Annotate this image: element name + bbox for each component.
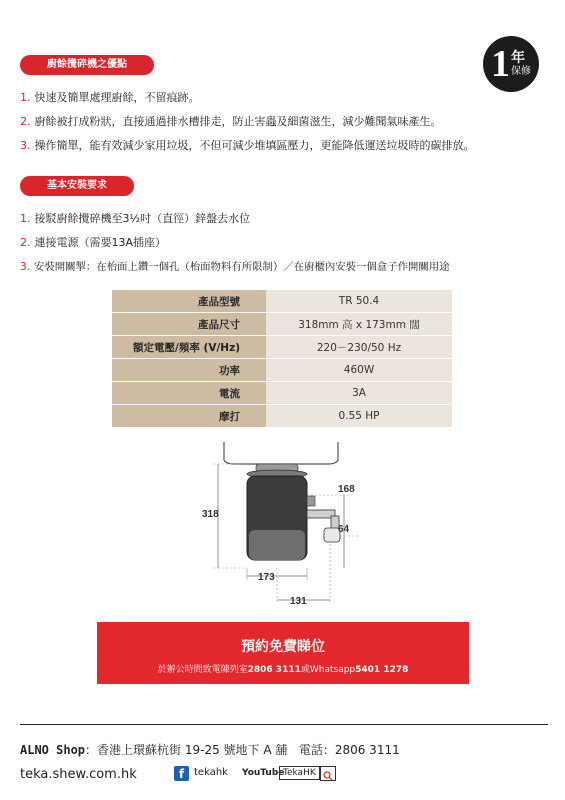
list-number: 2.: [20, 236, 31, 249]
disposer-diagram: [200, 440, 370, 612]
table-row: [112, 313, 452, 336]
advantages-heading: 廚餘攪碎機之優點: [20, 55, 154, 75]
list-item: [20, 89, 200, 105]
warranty-number: 1: [491, 43, 510, 85]
spec-label: 電流: [112, 382, 266, 405]
spec-value: 460W: [266, 359, 452, 382]
list-text: 接駁廚餘攪碎機至3½吋（直徑）鋅盤去水位: [34, 212, 251, 225]
spec-label: 摩打: [112, 405, 266, 428]
table-row: [112, 359, 452, 382]
spec-label: 產品尺寸: [112, 313, 266, 336]
spec-value: 318mm 高 x 173mm 闊: [266, 313, 452, 336]
table-row: [112, 382, 452, 405]
warranty-label: 保修: [511, 66, 531, 77]
spec-value: 0.55 HP: [266, 405, 452, 428]
shop-address: ：香港上環蘇杭街 19-25 號地下 A 舖: [85, 743, 288, 757]
list-text: 安裝開關掣：在枱面上鑽一個孔（枱面物料有所限制）／在廚櫃內安裝一個盒子作開關用途: [33, 261, 450, 273]
list-text: 操作簡單，能有效減少家用垃圾，不但可減少堆填區壓力，更能降低運送垃圾時的碳排放。: [34, 139, 475, 152]
spec-table: [112, 290, 452, 428]
booking-prefix: 於辦公時間致電陳列室: [157, 665, 248, 675]
list-item: [20, 137, 475, 153]
booking-phone[interactable]: 2806 3111: [247, 665, 301, 675]
width-label: 173: [258, 572, 275, 583]
youtube-channel-search[interactable]: TekaHK: [279, 766, 320, 780]
list-item: [20, 258, 450, 273]
list-number: 2.: [20, 115, 31, 128]
search-icon[interactable]: [320, 766, 336, 781]
pipe-label: 64: [338, 524, 350, 535]
booking-whatsapp[interactable]: 5401 1278: [355, 665, 409, 675]
footer-address-line: [20, 741, 400, 758]
list-item: [20, 210, 250, 226]
list-number: 3.: [20, 261, 30, 273]
list-item: [20, 113, 442, 129]
outlet-height-label: 168: [338, 484, 355, 495]
spec-label: 額定電壓/頻率 (V/Hz): [112, 336, 266, 359]
youtube-logo[interactable]: YouTube: [242, 768, 285, 778]
warranty-badge: [483, 36, 539, 92]
list-number: 1.: [20, 91, 31, 104]
spec-value: TR 50.4: [266, 290, 452, 313]
list-text: 廚餘被打成粉狀，直接通過排水槽排走，防止害蟲及細菌滋生，減少難聞氣味產生。: [34, 115, 442, 128]
list-number: 3.: [20, 139, 31, 152]
sink-outline: [224, 442, 338, 464]
facebook-handle[interactable]: tekahk: [194, 767, 228, 778]
base-label: 131: [290, 596, 307, 607]
spec-label: 產品型號: [112, 290, 266, 313]
height-label: 318: [202, 509, 219, 520]
table-row: [112, 336, 452, 359]
requirements-heading: 基本安裝要求: [20, 176, 134, 196]
list-item: [20, 234, 166, 250]
table-row: [112, 290, 452, 313]
booking-banner[interactable]: [97, 622, 469, 684]
facebook-icon[interactable]: f: [174, 766, 189, 781]
spec-label: 功率: [112, 359, 266, 382]
booking-title: 預約免費睇位: [241, 639, 325, 655]
shop-name: ALNO Shop: [20, 743, 86, 757]
table-row: [112, 405, 452, 428]
website-link[interactable]: teka.shew.com.hk: [20, 767, 137, 782]
list-text: 快速及簡單處理廚餘，不留痕跡。: [34, 91, 200, 104]
spec-value: 3A: [266, 382, 452, 405]
list-text: 連接電源（需要13A插座）: [34, 236, 167, 249]
footer-divider: [20, 724, 548, 725]
booking-middle: 或Whatsapp: [300, 665, 356, 675]
disposer-base: [249, 530, 305, 560]
shop-phone[interactable]: 電話：2806 3111: [298, 743, 400, 757]
booking-contact: [97, 662, 469, 675]
spec-value: 220－230/50 Hz: [266, 336, 452, 359]
warranty-unit: 年: [511, 50, 525, 66]
list-number: 1.: [20, 212, 31, 225]
dishwasher-inlet: [307, 496, 315, 506]
